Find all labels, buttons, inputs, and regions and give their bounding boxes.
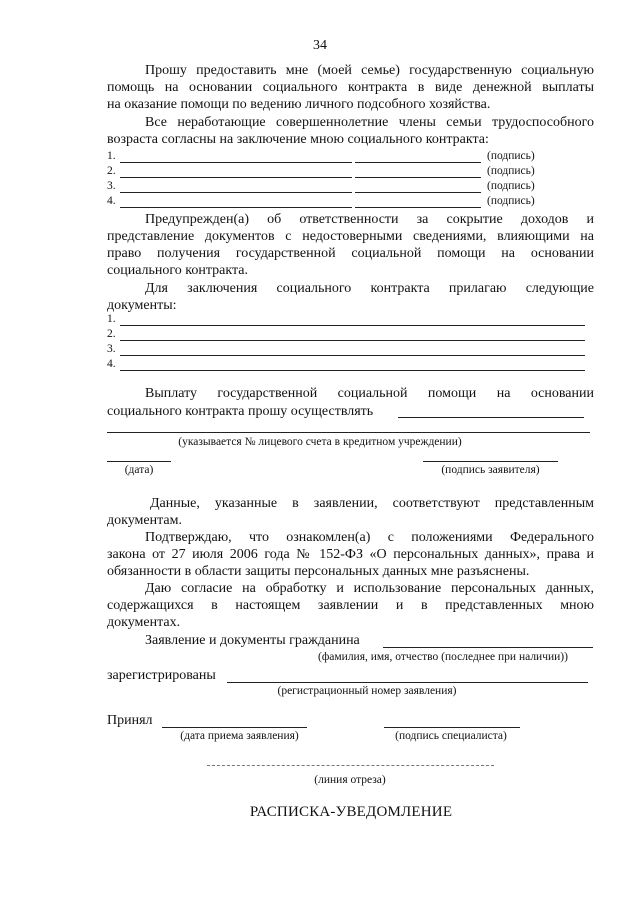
member-row-1-signature-field[interactable] [355, 162, 481, 163]
document-row-2-number: 2. [107, 328, 116, 340]
request-line-2: помощь на основании социального контракта в виде денежной выплаты [107, 80, 594, 95]
member-row-3-signature-caption: (подпись) [487, 180, 535, 192]
correspond-line-1: Данные, указанные в заявлении, соответствуют представленным [150, 496, 594, 511]
applicant-signature-field[interactable] [423, 461, 558, 462]
consent-line-3: документах. [107, 615, 181, 630]
account-number-field[interactable] [107, 432, 590, 433]
registered-label: зарегистрированы [107, 668, 216, 683]
receipt-title: РАСПИСКА-УВЕДОМЛЕНИЕ [249, 804, 453, 820]
request-line-3: на оказание помощи по ведению личного подсобного хозяйства. [107, 97, 491, 112]
accepted-label: Принял [107, 713, 153, 728]
documents-line-2: документы: [107, 298, 177, 313]
cut-line [207, 765, 494, 766]
account-caption: (указывается № лицевого счета в кредитном учреждении) [178, 436, 462, 448]
document-row-2-field[interactable] [120, 340, 585, 341]
document-row-1-field[interactable] [120, 325, 585, 326]
member-row-4-signature-field[interactable] [355, 207, 481, 208]
registration-number-caption: (регистрационный номер заявления) [277, 685, 457, 697]
document-row-4-field[interactable] [120, 370, 585, 371]
member-row-4-name-field[interactable] [120, 207, 352, 208]
acceptance-date-field[interactable] [162, 727, 307, 728]
citizen-name-caption: (фамилия, имя, отчество (последнее при наличии)) [318, 651, 568, 663]
cut-line-caption: (линия отреза) [314, 774, 386, 786]
correspond-line-2: документам. [107, 513, 182, 528]
member-row-2-signature-field[interactable] [355, 177, 481, 178]
document-row-1-number: 1. [107, 313, 116, 325]
personal-data-line-2: закона от 27 июля 2006 года № 152-ФЗ «О персональных данных», права и [107, 547, 594, 562]
member-row-1-number: 1. [107, 150, 116, 162]
member-row-4-number: 4. [107, 195, 116, 207]
personal-data-line-3: обязанности в области защиты персональных данных мне разъяснены. [107, 564, 530, 579]
registration-label: Заявление и документы гражданина [145, 633, 360, 648]
payment-line-1: Выплату государственной социальной помощи на основании [145, 386, 594, 401]
payment-line-2: социального контракта прошу осуществлять [107, 404, 374, 419]
warning-line-1: Предупрежден(а) об ответственности за сокрытие доходов и [145, 212, 594, 227]
member-row-1-name-field[interactable] [120, 162, 352, 163]
applicant-signature-caption: (подпись заявителя) [441, 464, 540, 476]
member-row-2-number: 2. [107, 165, 116, 177]
warning-line-2: представление документов с недостоверными сведениями, влияющими на [107, 229, 594, 244]
members-line-1: Все неработающие совершеннолетние члены семьи трудоспособного [145, 115, 594, 130]
member-row-3-number: 3. [107, 180, 116, 192]
date-caption: (дата) [124, 464, 154, 476]
member-row-3-signature-field[interactable] [355, 192, 481, 193]
request-line-1: Прошу предоставить мне (моей семье) государственную социальную [145, 63, 594, 78]
payment-account-field[interactable] [398, 417, 584, 418]
citizen-name-field[interactable] [383, 647, 593, 648]
registration-number-field[interactable] [227, 682, 588, 683]
warning-line-3: право получения государственной социальной помощи на основании [107, 246, 594, 261]
acceptance-date-caption: (дата приема заявления) [180, 730, 299, 742]
members-line-2: возраста согласны на заключение мною социального контракта: [107, 132, 489, 147]
member-row-2-name-field[interactable] [120, 177, 352, 178]
specialist-signature-caption: (подпись специалиста) [395, 730, 507, 742]
document-row-3-field[interactable] [120, 355, 585, 356]
documents-line-1: Для заключения социального контракта прилагаю следующие [145, 281, 594, 296]
consent-line-2: содержащихся в настоящем заявлении и в представленных мною [107, 598, 594, 613]
warning-line-4: социального контракта. [107, 263, 248, 278]
specialist-signature-field[interactable] [384, 727, 520, 728]
consent-line-1: Даю согласие на обработку и использование персональных данных, [145, 581, 594, 596]
document-row-4-number: 4. [107, 358, 116, 370]
personal-data-line-1: Подтверждаю, что ознакомлен(а) с положениями Федерального [145, 530, 594, 545]
member-row-3-name-field[interactable] [120, 192, 352, 193]
document-row-3-number: 3. [107, 343, 116, 355]
member-row-1-signature-caption: (подпись) [487, 150, 535, 162]
member-row-2-signature-caption: (подпись) [487, 165, 535, 177]
member-row-4-signature-caption: (подпись) [487, 195, 535, 207]
date-field[interactable] [107, 461, 171, 462]
page-number: 34 [313, 38, 327, 53]
